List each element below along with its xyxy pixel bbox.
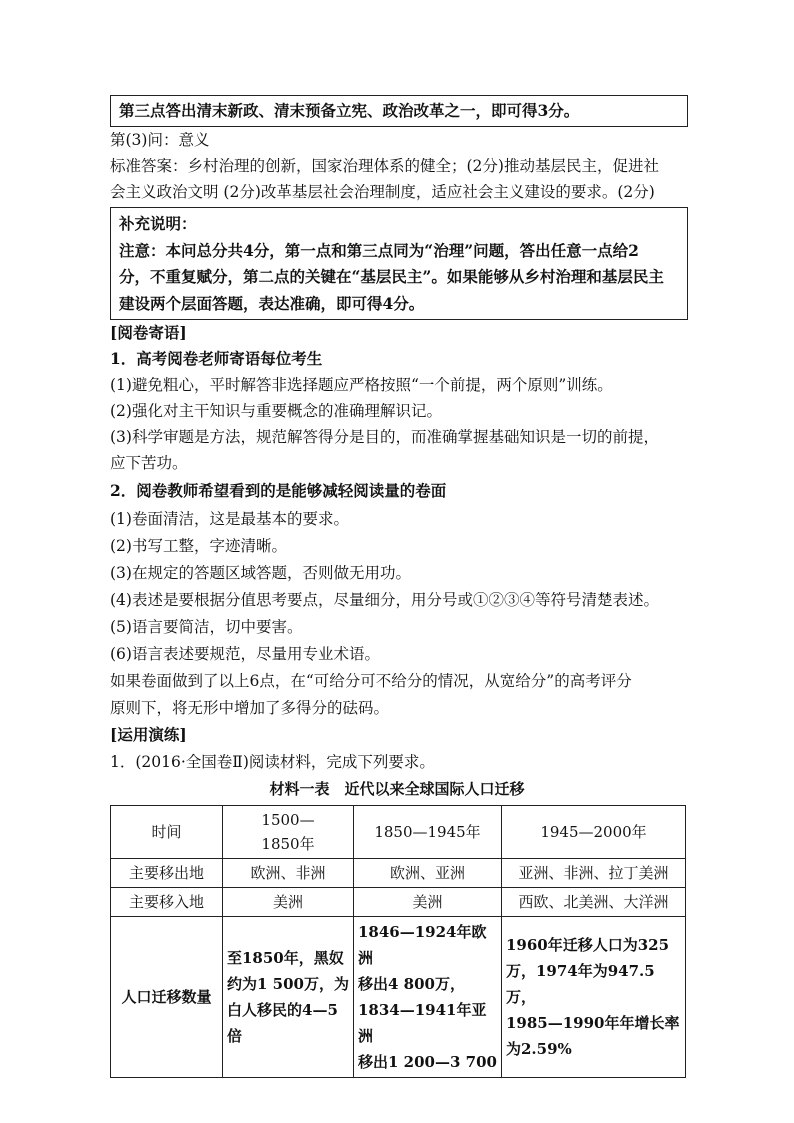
standard-answer-line-1: 标准答案：乡村治理的创新，国家治理体系的健全；(2分)推动基层民主，促进社 [110,157,659,175]
cell-line: 移出4 800万， [358,975,465,993]
supplementary-note-title: 补充说明： [119,214,197,233]
cell-line: 万，1974年为947.5万， [506,962,655,1006]
cell-line: 白人移民的4—5 [227,1001,338,1019]
cell-line: 约为1 500万，为 [227,975,349,993]
cell-line: 至1850年，黑奴 [227,949,344,967]
table-row-count [111,917,686,1078]
table-cell [223,917,354,1078]
cell-line: 倍 [227,1027,243,1045]
supplementary-note-line-3: 建设两个层面答题，表达准确，即可得4分。 [119,293,425,313]
standard-answer-line-2: 会主义政治文明 (2分)改革基层社会治理制度，适应社会主义建设的要求。(2分) [110,183,655,201]
scoring-note-text: 第三点答出清末新政、清末预备立宪、政治改革之一，即可得3分。 [119,101,580,120]
section-header-practice: [运用演练] [110,725,187,744]
sheet-item: (4)表述是要根据分值思考要点，尽量细分，用分号或①②③④等符号清楚表述。 [110,591,659,609]
table-cell: 欧洲、非洲 [223,859,354,888]
header-period-3: 1945—2000年 [502,806,686,859]
table-row-origin [111,859,686,888]
table-cell [502,917,686,1078]
cell-line: 1846—1924年欧洲 [358,923,487,967]
header-period-1-line-2: 1850年 [261,835,315,853]
cell-line: 1985—1990年年增长率 [506,1014,680,1032]
sheet-item: (3)在规定的答题区域答题，否则做无用功。 [110,564,411,582]
question-3-label: 第(3)问：意义 [110,131,210,149]
cell-line: 1960年迁移人口为325 [506,936,670,954]
header-period-1-line-1: 1500— [261,811,315,829]
table-cell [354,917,502,1078]
table-cell: 西欧、北美洲、大洋洲 [502,888,686,917]
advice-item: (2)强化对主干知识与重要概念的准确理解识记。 [110,402,442,420]
heading-expected-answer-sheet: 2．阅卷教师希望看到的是能够减轻阅读量的卷面 [110,481,447,500]
migration-table [110,805,686,1078]
table-cell: 欧洲、亚洲 [354,859,502,888]
table-title: 材料一表 近代以来全球国际人口迁移 [269,780,525,798]
row-label-origin: 主要移出地 [111,859,223,888]
table-cell: 美洲 [223,888,354,917]
row-label-count: 人口迁移数量 [111,917,223,1078]
section-header-grading-notes: [阅卷寄语] [110,323,187,342]
sheet-item: (6)语言表述要规范，尽量用专业术语。 [110,645,380,663]
sheet-item: (1)卷面清洁，这是最基本的要求。 [110,510,349,528]
supplementary-note-box [110,207,688,320]
conclusion-line-2: 原则下，将无形中增加了多得分的砝码。 [110,699,390,717]
conclusion-line-1: 如果卷面做到了以上6点，在“可给分可不给分的情况，从宽给分”的高考评分 [110,672,632,690]
cell-line: 为2.59% [506,1040,572,1058]
table-row-destination [111,888,686,917]
advice-item: (1)避免粗心，平时解答非选择题应严格按照“一个前提，两个原则”训练。 [110,376,613,394]
practice-question: 1．(2016·全国卷Ⅱ)阅读材料，完成下列要求。 [110,753,435,771]
supplementary-note-line-2: 分，不重复赋分，第二点的关键在“基层民主”。如果能够从乡村治理和基层民主 [119,267,664,286]
cell-line: 移出1 200—3 700 [358,1053,497,1071]
advice-item: (3)科学审题是方法，规范解答得分是目的，而准确掌握基础知识是一切的前提， [110,428,659,446]
table-header-row [111,806,686,859]
row-label-destination: 主要移入地 [111,888,223,917]
header-period-2: 1850—1945年 [354,806,502,859]
scoring-note-box [110,95,688,127]
table-cell: 亚洲、非洲、拉丁美洲 [502,859,686,888]
cell-line: 1834—1941年亚洲 [358,1001,487,1045]
heading-advice-to-candidates: 1．高考阅卷老师寄语每位考生 [110,349,323,368]
header-time: 时间 [111,806,223,859]
advice-item-continued: 应下苦功。 [110,454,188,472]
supplementary-note-line-1: 注意：本问总分共4分，第一点和第三点同为“治理”问题，答出任意一点给2 [119,240,639,260]
table-cell: 美洲 [354,888,502,917]
sheet-item: (5)语言要简洁，切中要害。 [110,618,303,636]
header-period-1 [223,806,354,859]
sheet-item: (2)书写工整，字迹清晰。 [110,537,287,555]
